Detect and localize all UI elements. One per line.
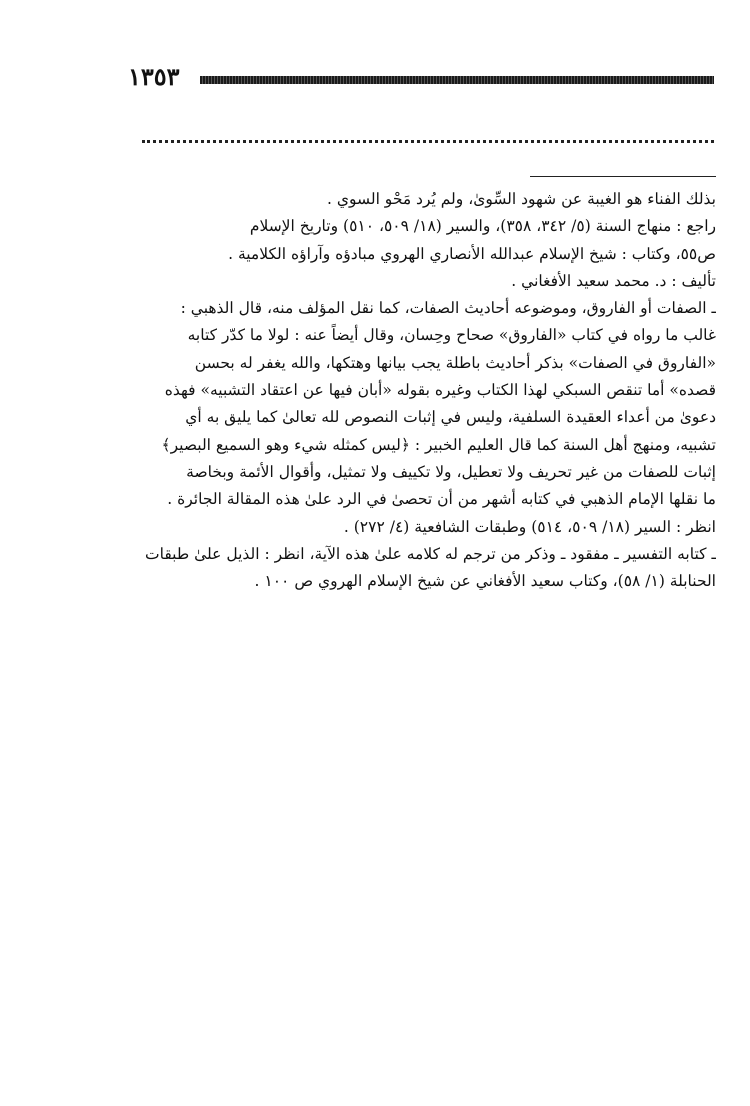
footnote-line: غالب ما رواه في كتاب «الفاروق» صحاح وحِسان، وقال أيضاً عنه : لولا ما كدّر كتابه: [187, 326, 716, 345]
footnote-line: بذلك الفناء هو الغيبة عن شهود السِّوىٰ، ولم يُرد مَحْو السوي .: [327, 190, 716, 208]
footnote-line: إثبات للصفات من غير تحريف ولا تعطيل، ولا تكييف ولا تمثيل، وأقوال الأئمة وبخاصة: [186, 462, 716, 481]
footnote-line: قصده» أما تنقص السبكي لهذا الكتاب وغيره بقوله «أبان فيها عن اعتقاد التشبيه» فهذه: [164, 381, 716, 400]
page-number: ١٣٥٣: [128, 62, 180, 91]
footnote-line: تشبيه، ومنهج أهل السنة كما قال العليم الخبير : ﴿ليس كمثله شيء وهو السميع البصير﴾: [161, 435, 716, 454]
footnote-line: ص٥٥، وكتاب : شيخ الإسلام عبدالله الأنصاري الهروي مبادؤه وآراؤه الكلامية .: [228, 244, 716, 263]
footnote-line: «الفاروق في الصفات» بذكر أحاديث باطلة يجب بيانها وهتكها، والله يغفر له بحسن: [194, 353, 716, 372]
dotted-separator: [142, 128, 714, 143]
footnote-line: الحنابلة (١/ ٥٨)، وكتاب سعيد الأفغاني عن شيخ الإسلام الهروي ص ١٠٠ .: [254, 572, 716, 591]
footnote-line: انظر : السير (١٨/ ٥٠٩، ٥١٤) وطبقات الشافعية (٤/ ٢٧٢) .: [343, 517, 716, 536]
header-rule: [200, 76, 714, 84]
footnote-line: تأليف : د. محمد سعيد الأفغاني .: [511, 271, 716, 290]
footnote-line: راجع : منهاج السنة (٥/ ٣٤٢، ٣٥٨)، والسير (١٨/ ٥٠٩، ٥١٠) وتاريخ الإسلام: [249, 217, 716, 236]
footnote-line: دعوىٰ من أعداء العقيدة السلفية، وليس في إثبات النصوص لله تعالىٰ كما يليق به أي: [185, 408, 716, 427]
footnote-line: ما نقلها الإمام الذهبي في كتابه أشهر من أن تحصىٰ في الرد علىٰ هذه المقالة الجائرة .: [167, 490, 716, 509]
footnote-line: ـ الصفات أو الفاروق، وموضوعه أحاديث الصفات، كما نقل المؤلف منه، قال الذهبي :: [180, 299, 716, 318]
footnote-rule: [530, 176, 716, 177]
footnote-line: ـ كتابه التفسير ـ مفقود ـ وذكر من ترجم له كلامه علىٰ هذه الآية، انظر : الذيل علىٰ طبقات: [145, 544, 716, 563]
footnotes-block: [130, 186, 716, 595]
